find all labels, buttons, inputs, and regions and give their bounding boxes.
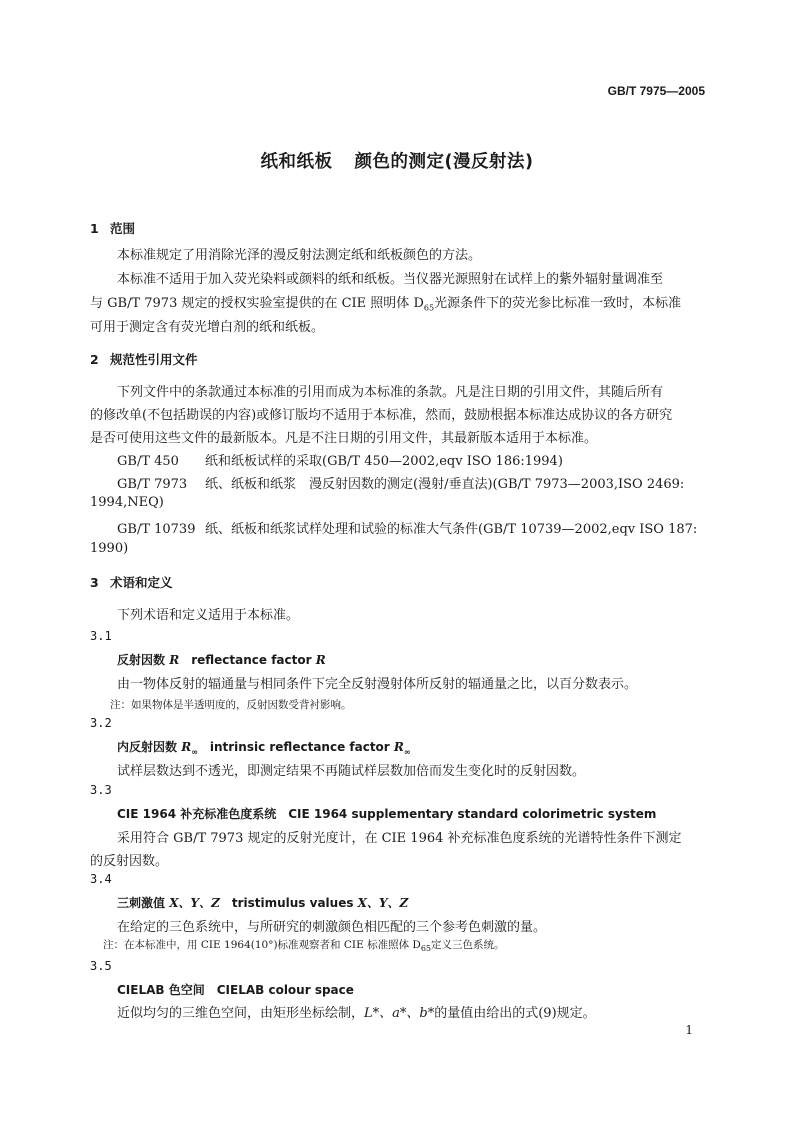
title-part-2: 颜色的测定(漫反射法) xyxy=(354,152,534,172)
sec1-paragraph-2-line-1: 本标准不适用于加入荧光染料或颜料的纸和纸板。当仪器光源照射在试样上的紫外辐射量调准至 xyxy=(117,272,664,287)
reference-gbt10739: GB/T 10739 纸、纸板和纸浆试样处理和试验的标准大气条件(GB/T 10739—2002,eqv ISO 187: xyxy=(117,522,698,537)
term-3-1-number: 3.1 xyxy=(90,629,112,643)
reference-gbt7973-cont: 1994,NEQ) xyxy=(90,495,164,510)
reference-gbt7973: GB/T 7973 纸、纸板和纸浆 漫反射因数的测定(漫射/垂直法)(GB/T 7973—2003,ISO 2469: xyxy=(117,477,685,492)
sec1-paragraph-2-line-2: 与 GB/T 7973 规定的授权实验室提供的在 CIE 照明体 $D_{65}$光源条件下的荧光参比标准一致时，本标准 xyxy=(90,296,682,313)
term-3-3-definition-line-2: 的反射因数。 xyxy=(90,854,169,869)
section-3-heading: 3 术语和定义 xyxy=(90,575,173,590)
reference-gbt10739-cont: 1990) xyxy=(90,541,129,556)
term-3-5-title: CIELAB 色空间 CIELAB colour space xyxy=(117,983,354,997)
section-2-heading: 2 规范性引用文件 xyxy=(90,352,198,367)
sec1-paragraph-2-line-3: 可用于测定含有荧光增白剂的纸和纸板。 xyxy=(90,320,325,335)
sec2-paragraph-line-1: 下列文件中的条款通过本标准的引用而成为本标准的条款。凡是注日期的引用文件，其随后所有 xyxy=(117,385,664,400)
document-title xyxy=(0,148,794,173)
term-3-2-definition: 试样层数达到不透光，即测定结果不再随试样层数加倍而发生变化时的反射因数。 xyxy=(117,764,586,779)
term-3-4-note: 注：在本标准中，用 CIE 1964(10°)标准观察者和 CIE 标准照体 $D_{65}$定义三色系统。 xyxy=(103,939,505,954)
term-3-3-definition-line-1: 采用符合 GB/T 7973 规定的反射光度计，在 CIE 1964 补充标准色度系统的光谱特性条件下测定 xyxy=(117,831,682,846)
sec1-paragraph-1: 本标准规定了用消除光泽的漫反射法测定纸和纸板颜色的方法。 xyxy=(117,248,482,263)
term-3-2-number: 3.2 xyxy=(90,716,112,730)
term-3-5-definition: 近似均匀的三维色空间，由矩形坐标绘制，L*、a*、b*的量值由给出的式(9)规定。 xyxy=(117,1006,596,1021)
term-3-3-title: CIE 1964 补充标准色度系统 CIE 1964 supplementary standard colorimetric system xyxy=(117,807,657,821)
term-3-1-definition: 由一物体反射的辐通量与相同条件下完全反射漫射体所反射的辐通量之比，以百分数表示。 xyxy=(117,677,638,692)
term-3-2-title: 内反射因数 $R_\infty$ intrinsic reflectance factor $R_\infty$ xyxy=(117,740,411,757)
reference-gbt450: GB/T 450 纸和纸板试样的采取(GB/T 450—2002,eqv ISO 186:1994) xyxy=(117,454,563,469)
term-3-4-number: 3.4 xyxy=(90,872,112,886)
term-3-4-title: 三刺激值 X、Y、Z tristimulus values X、Y、Z xyxy=(117,896,409,910)
title-part-1: 纸和纸板 xyxy=(260,152,333,172)
term-3-1-note: 注：如果物体是半透明度的，反射因数受背衬影响。 xyxy=(110,699,352,711)
term-3-1-title: 反射因数 R reflectance factor R xyxy=(117,653,326,667)
sec2-paragraph-line-2: 的修改单(不包括勘误的内容)或修订版均不适用于本标准，然而，鼓励根据本标准达成协议的各方研究 xyxy=(90,408,673,423)
standard-number: GB/T 7975—2005 xyxy=(607,84,705,98)
term-3-3-number: 3.3 xyxy=(90,783,112,797)
sec3-intro: 下列术语和定义适用于本标准。 xyxy=(117,608,300,623)
page-number: 1 xyxy=(685,1023,693,1037)
term-3-5-number: 3.5 xyxy=(90,959,112,973)
term-3-4-definition: 在给定的三色系统中，与所研究的刺激颜色相匹配的三个参考色刺激的量。 xyxy=(117,920,547,935)
section-1-heading: 1 范围 xyxy=(90,221,136,236)
sec2-paragraph-line-3: 是否可使用这些文件的最新版本。凡是不注日期的引用文件，其最新版本适用于本标准。 xyxy=(90,431,598,446)
